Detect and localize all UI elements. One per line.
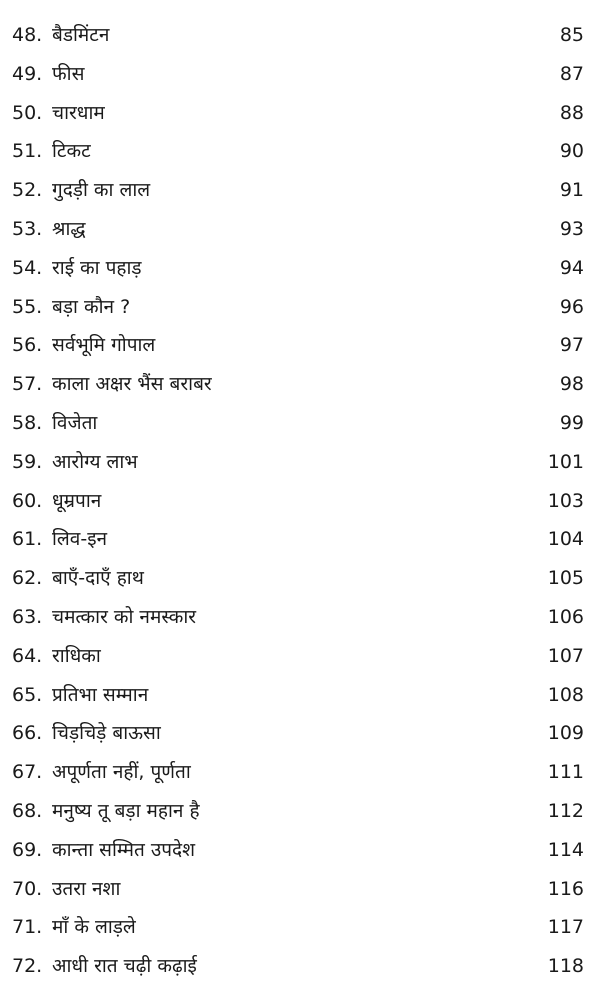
entry-page-number: 106: [547, 605, 584, 628]
entry-title: चिड़चिड़े बाऊसा: [52, 722, 161, 745]
entry-number: 51.: [12, 140, 43, 163]
entry-number: 55.: [12, 295, 43, 318]
entry-page-number: 91: [559, 179, 584, 202]
entry-number: 70.: [12, 877, 43, 900]
entry-title: चारधाम: [52, 101, 105, 124]
entry-page-number: 94: [559, 256, 584, 279]
toc-entry: [12, 443, 584, 482]
entry-number: 68.: [12, 799, 43, 822]
entry-number: 66.: [12, 722, 43, 745]
entry-title: धूम्रपान: [52, 489, 102, 512]
entry-title: चमत्कार को नमस्कार: [52, 605, 197, 628]
toc-entry: [12, 94, 584, 133]
toc-entry: [12, 326, 584, 365]
entry-page-number: 116: [547, 877, 584, 900]
entry-number: 71.: [12, 916, 43, 939]
entry-number: 59.: [12, 450, 43, 473]
toc-entry: [12, 714, 584, 753]
entry-page-number: 98: [559, 373, 584, 396]
entry-title: गुदड़ी का लाल: [52, 179, 151, 202]
entry-title: राई का पहाड़: [52, 256, 142, 279]
entry-page-number: 107: [547, 644, 584, 667]
entry-number: 65.: [12, 683, 43, 706]
toc-entry: [12, 520, 584, 559]
toc-entry: [12, 831, 584, 870]
entry-number: 69.: [12, 838, 43, 861]
entry-page-number: 114: [547, 838, 584, 861]
toc-entry: [12, 792, 584, 831]
toc-entry: [12, 559, 584, 598]
entry-number: 60.: [12, 489, 43, 512]
entry-title: अपूर्णता नहीं, पूर्णता: [52, 761, 191, 784]
entry-number: 57.: [12, 373, 43, 396]
entry-title: बाएँ-दाएँ हाथ: [52, 567, 144, 590]
toc-entry: [12, 753, 584, 792]
toc-entry: [12, 404, 584, 443]
toc-entry: [12, 637, 584, 676]
entry-page-number: 87: [559, 62, 584, 85]
entry-title: काला अक्षर भैंस बराबर: [52, 373, 212, 396]
entry-number: 61.: [12, 528, 43, 551]
entry-page-number: 111: [547, 761, 584, 784]
entry-number: 50.: [12, 101, 43, 124]
entry-page-number: 93: [559, 217, 584, 240]
entry-number: 64.: [12, 644, 43, 667]
entry-title: लिव-इन: [52, 528, 108, 551]
table-of-contents: [12, 16, 584, 986]
toc-entry: [12, 249, 584, 288]
toc-entry: [12, 55, 584, 94]
entry-page-number: 118: [547, 955, 584, 978]
entry-number: 58.: [12, 411, 43, 434]
entry-page-number: 88: [559, 101, 584, 124]
entry-number: 52.: [12, 179, 43, 202]
entry-number: 56.: [12, 334, 43, 357]
entry-page-number: 112: [547, 799, 584, 822]
entry-page-number: 99: [559, 411, 584, 434]
entry-title: विजेता: [52, 411, 98, 434]
toc-entry: [12, 598, 584, 637]
entry-number: 62.: [12, 567, 43, 590]
toc-entry: [12, 870, 584, 909]
entry-title: बड़ा कौन ?: [52, 295, 131, 318]
entry-page-number: 117: [547, 916, 584, 939]
entry-number: 67.: [12, 761, 43, 784]
entry-page-number: 104: [547, 528, 584, 551]
entry-title: श्राद्ध: [52, 217, 86, 240]
entry-number: 53.: [12, 217, 43, 240]
toc-entry: [12, 908, 584, 947]
entry-page-number: 109: [547, 722, 584, 745]
entry-title: फीस: [52, 62, 85, 85]
toc-entry: [12, 676, 584, 715]
entry-title: आधी रात चढ़ी कढ़ाई: [52, 955, 197, 978]
entry-number: 49.: [12, 62, 43, 85]
entry-page-number: 108: [547, 683, 584, 706]
toc-entry: [12, 16, 584, 55]
toc-entry: [12, 210, 584, 249]
entry-page-number: 85: [559, 24, 584, 46]
entry-title: टिकट: [52, 140, 91, 163]
entry-title: प्रतिभा सम्मान: [52, 683, 149, 706]
entry-title: उतरा नशा: [52, 877, 121, 900]
entry-page-number: 103: [547, 489, 584, 512]
toc-entry: [12, 171, 584, 210]
entry-title: मनुष्य तू बड़ा महान है: [52, 799, 200, 822]
entry-page-number: 97: [559, 334, 584, 357]
entry-title: माँ के लाड़ले: [52, 916, 136, 939]
entry-title: बैडमिंटन: [52, 24, 110, 46]
entry-title: आरोग्य लाभ: [52, 450, 138, 473]
toc-entry: [12, 482, 584, 521]
entry-page-number: 90: [559, 140, 584, 163]
entry-number: 63.: [12, 605, 43, 628]
toc-entry: [12, 132, 584, 171]
entry-title: सर्वभूमि गोपाल: [52, 334, 156, 357]
entry-number: 48.: [12, 24, 43, 46]
entry-title: कान्ता सम्मित उपदेश: [52, 838, 196, 861]
entry-page-number: 96: [559, 295, 584, 318]
entry-number: 54.: [12, 256, 43, 279]
entry-page-number: 101: [547, 450, 584, 473]
entry-number: 72.: [12, 955, 43, 978]
entry-page-number: 105: [547, 567, 584, 590]
toc-entry: [12, 947, 584, 986]
toc-entry: [12, 365, 584, 404]
toc-entry: [12, 288, 584, 327]
entry-title: राधिका: [52, 644, 101, 667]
